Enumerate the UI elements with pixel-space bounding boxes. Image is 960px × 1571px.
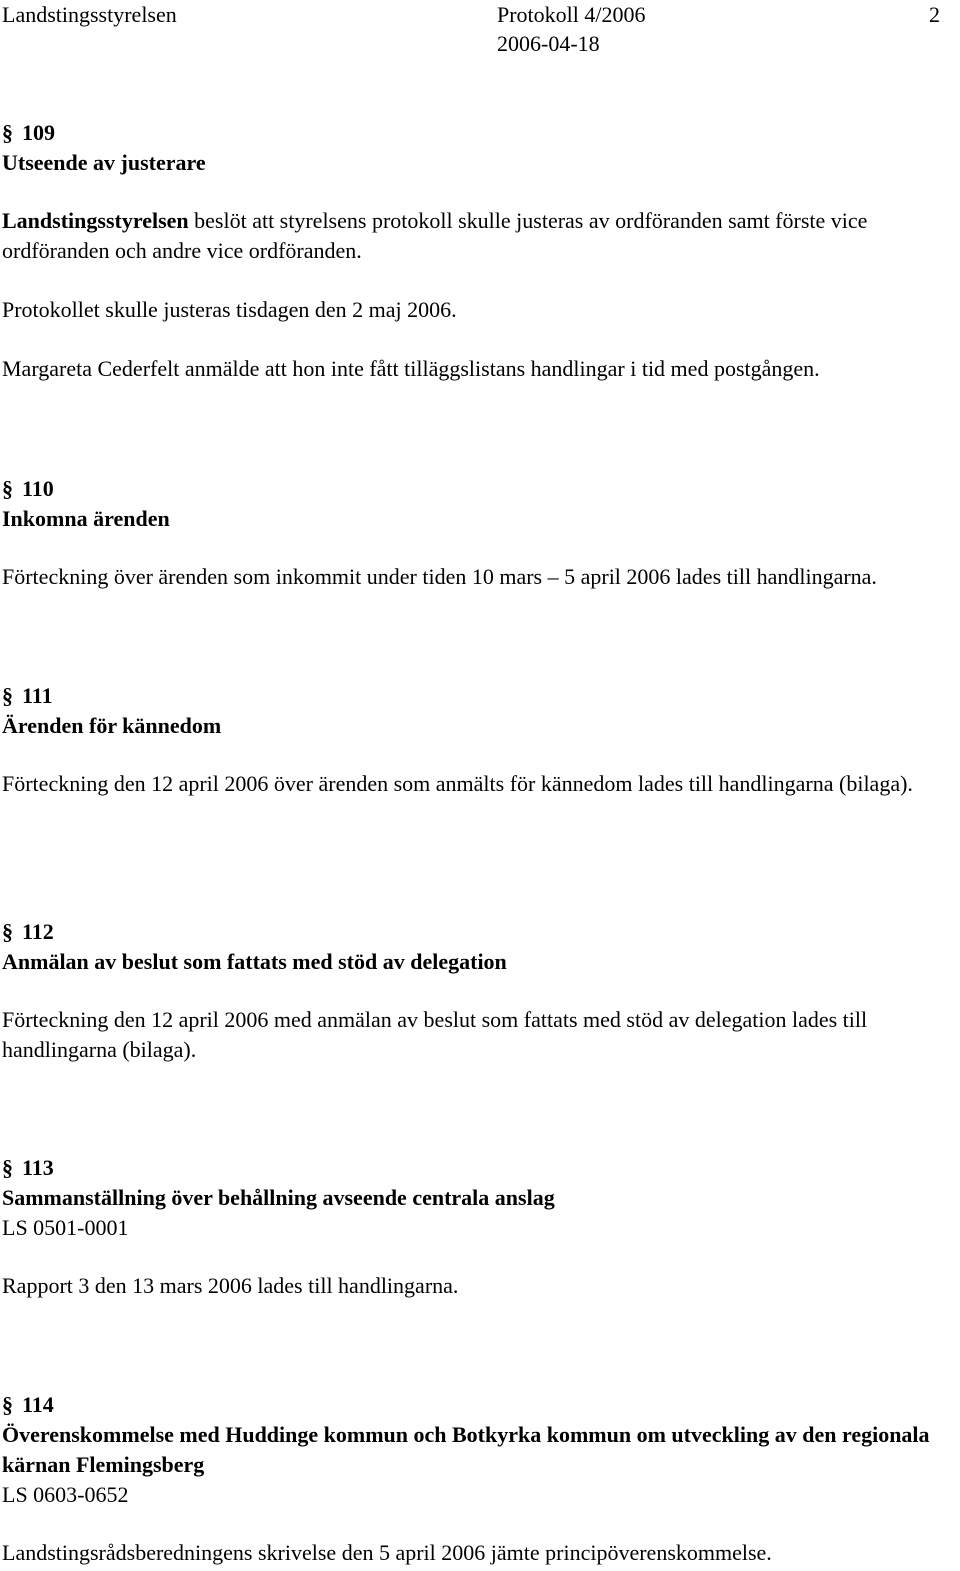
section-paragraph: Förteckning den 12 april 2006 med anmälan av beslut som fattats med stöd av delegation lades till handlingarna (bilaga). [2,1007,868,1062]
section-reference: LS 0501-0001 [2,1215,129,1240]
section-number-value: 114 [22,1392,54,1417]
section-symbol: § [2,1155,13,1180]
header-org: Landstingsstyrelsen [2,2,177,27]
section-number [2,681,957,711]
section-title: Ärenden för kännedom [2,713,222,738]
section-number [2,917,957,947]
section-109 [2,118,957,384]
page-header [0,0,960,60]
section-paragraph: Margareta Cederfelt anmälde att hon inte fått tilläggslistans handlingar i tid med postgången. [2,356,820,381]
header-date: 2006-04-18 [497,31,600,56]
section-number-value: 112 [22,919,54,944]
section-title: Överenskommelse med Huddinge kommun och Botkyrka kommun om utveckling av den regionala kärnan Flemingsberg [2,1422,930,1477]
section-symbol: § [2,120,13,145]
section-112 [2,917,957,1065]
section-number-value: 110 [22,476,54,501]
section-paragraph: Landstingsrådsberedningens skrivelse den 5 april 2006 jämte principöverenskommelse. [2,1540,772,1565]
section-paragraph: Förteckning den 12 april 2006 över ärenden som anmälts för kännedom lades till handlingarna (bilaga). [2,771,913,796]
section-paragraph: Rapport 3 den 13 mars 2006 lades till handlingarna. [2,1273,459,1298]
paragraph-lead: Landstingsstyrelsen [2,208,189,233]
section-114 [2,1390,957,1568]
section-symbol: § [2,683,13,708]
section-symbol: § [2,1392,13,1417]
section-111 [2,681,957,799]
section-number-value: 113 [22,1155,54,1180]
section-title: Anmälan av beslut som fattats med stöd av delegation [2,949,507,974]
paragraph-text: beslöt att styrelsens protokoll skulle justeras av ordföranden samt förste vice ordföranden och andre vice ordföranden. [2,208,868,263]
section-title: Inkomna ärenden [2,506,170,531]
section-number-value: 109 [22,120,55,145]
header-protocol: Protokoll 4/2006 [497,2,646,27]
section-paragraph: Förteckning över ärenden som inkommit under tiden 10 mars – 5 april 2006 lades till handlingarna. [2,564,877,589]
header-page-number: 2 [929,2,940,27]
section-paragraph [2,206,957,266]
section-113 [2,1153,957,1301]
section-symbol: § [2,919,13,944]
section-title: Sammanställning över behållning avseende centrala anslag [2,1185,555,1210]
section-reference: LS 0603-0652 [2,1482,129,1507]
section-symbol: § [2,476,13,501]
section-number [2,1390,957,1420]
section-number [2,1153,957,1183]
section-number [2,474,957,504]
section-number-value: 111 [22,683,53,708]
section-paragraph: Protokollet skulle justeras tisdagen den 2 maj 2006. [2,297,457,322]
section-110 [2,474,957,592]
section-title: Utseende av justerare [2,150,206,175]
section-number [2,118,957,148]
